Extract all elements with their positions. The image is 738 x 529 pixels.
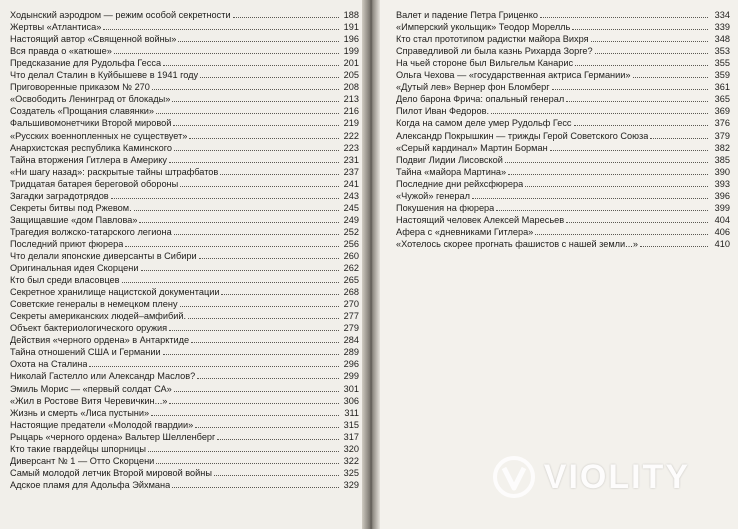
dot-leader	[220, 174, 339, 175]
toc-entry-title: Оригинальная идея Скорцени	[10, 263, 139, 274]
toc-entry-title: «Имперский укольщик» Теодор Морелль	[396, 22, 571, 33]
dot-leader	[525, 186, 708, 187]
toc-entry-title: Подвиг Лидии Лисовской	[396, 154, 503, 165]
toc-entry-title: Последний приют фюрера	[10, 238, 124, 249]
dot-leader	[134, 210, 339, 211]
toc-entry	[396, 154, 730, 166]
toc-entry-page-number: 252	[343, 226, 359, 237]
dot-leader	[139, 222, 339, 223]
toc-entry	[10, 382, 359, 394]
toc-entry-page-number: 404	[714, 214, 730, 225]
dot-leader	[103, 29, 339, 30]
toc-entry	[10, 286, 359, 298]
toc-entry-page-number: 243	[343, 190, 359, 201]
toc-entry-page-number: 213	[343, 94, 359, 105]
dot-leader	[111, 198, 339, 199]
toc-entry-page-number: 396	[714, 190, 730, 201]
toc-entry-page-number: 289	[343, 347, 359, 358]
toc-entry	[10, 81, 359, 93]
toc-entry-page-number: 256	[343, 238, 359, 249]
toc-entry	[10, 190, 359, 202]
toc-entry	[10, 395, 359, 407]
dot-leader	[640, 246, 708, 247]
toc-entry	[10, 370, 359, 382]
toc-entry	[10, 105, 359, 117]
toc-entry	[396, 105, 730, 117]
toc-entry-page-number: 320	[343, 443, 359, 454]
toc-entry	[396, 57, 730, 69]
toc-entry-title: Тайна вторжения Гитлера в Америку	[10, 154, 167, 165]
dot-leader	[572, 29, 708, 30]
toc-entry-title: Действия «черного ордена» в Антарктиде	[10, 335, 190, 346]
toc-entry	[10, 407, 359, 419]
toc-entry	[10, 202, 359, 214]
toc-entry	[10, 21, 359, 33]
toc-entry-title: Справедливой ли была казнь Рихарда Зорге?	[396, 46, 593, 57]
toc-entry-page-number: 406	[714, 226, 730, 237]
toc-entry	[10, 45, 359, 57]
toc-entry-title: Секреты американских людей–амфибий.	[10, 311, 187, 322]
toc-entry-title: Ольга Чехова — «государственная актриса Германии»	[396, 70, 631, 81]
toc-entry	[10, 479, 359, 491]
toc-entry-page-number: 365	[714, 94, 730, 105]
toc-entry-page-number: 223	[343, 142, 359, 153]
toc-entry-page-number: 379	[714, 130, 730, 141]
dot-leader	[141, 270, 340, 271]
toc-entry-title: Жертвы «Атлантиса»	[10, 22, 102, 33]
dot-leader	[508, 174, 708, 175]
toc-entry-title: Охота на Сталина	[10, 359, 88, 370]
dot-leader	[152, 89, 339, 90]
toc-entry-page-number: 353	[714, 46, 730, 57]
dot-leader	[174, 234, 339, 235]
toc-entry	[396, 129, 730, 141]
toc-entry	[396, 226, 730, 238]
toc-entry-page-number: 361	[714, 82, 730, 93]
toc-entry	[396, 202, 730, 214]
toc-entry	[10, 166, 359, 178]
toc-entry-page-number: 270	[343, 299, 359, 310]
book-gutter	[362, 0, 380, 529]
dot-leader	[188, 318, 339, 319]
watermark-text: VIOLITY	[543, 457, 690, 496]
dot-leader	[169, 162, 339, 163]
dot-leader	[180, 306, 339, 307]
toc-entry-page-number: 355	[714, 58, 730, 69]
toc-entry	[396, 166, 730, 178]
dot-leader	[574, 125, 708, 126]
toc-entry-page-number: 265	[343, 275, 359, 286]
dot-leader	[472, 198, 708, 199]
toc-entry-title: Настоящий автор «Священной войны»	[10, 34, 177, 45]
dot-leader	[114, 53, 339, 54]
dot-leader	[491, 113, 708, 114]
toc-entry-page-number: 299	[343, 371, 359, 382]
dot-leader	[217, 439, 339, 440]
toc-entry	[10, 322, 359, 334]
toc-entry-title: Кто стал прототипом радистки майора Вихря	[396, 34, 589, 45]
toc-entry-title: Приговоренные приказом № 270	[10, 82, 150, 93]
toc-entry-title: «Ни шагу назад»: раскрытые тайны штрафбатов	[10, 166, 219, 177]
toc-entry-title: «Жил в Ростове Витя Черевичкин...»	[10, 395, 168, 406]
dot-leader	[180, 186, 339, 187]
toc-entry-page-number: 390	[714, 166, 730, 177]
dot-leader	[173, 125, 339, 126]
toc-entry-page-number: 376	[714, 118, 730, 129]
toc-entry-page-number: 399	[714, 202, 730, 213]
toc-entry-title: Тайна «майора Мартина»	[396, 166, 507, 177]
toc-entry	[10, 346, 359, 358]
toc-entry-page-number: 329	[343, 479, 359, 490]
toc-entry-page-number: 279	[343, 323, 359, 334]
dot-leader	[496, 210, 708, 211]
dot-leader	[172, 101, 339, 102]
toc-entry	[10, 238, 359, 250]
toc-entry-title: Самый молодой летчик Второй мировой войны	[10, 467, 212, 478]
toc-entry-title: Трагедия волжско-татарского легиона	[10, 226, 172, 237]
toc-entry-page-number: 306	[343, 395, 359, 406]
toc-entry	[396, 93, 730, 105]
toc-entry-page-number: 241	[343, 178, 359, 189]
toc-entry	[10, 334, 359, 346]
toc-entry-title: Валет и падение Петра Гриценко	[396, 10, 538, 21]
toc-entry-title: Когда на самом деле умер Рудольф Гесс	[396, 118, 572, 129]
dot-leader	[122, 282, 339, 283]
toc-entry-title: Покушения на фюрера	[396, 202, 495, 213]
toc-entry-page-number: 334	[714, 10, 730, 21]
toc-entry-title: Александр Покрышкин — трижды Герой Советского Союза	[396, 130, 649, 141]
toc-entry-page-number: 245	[343, 202, 359, 213]
toc-entry-title: Кто был среди власовцев	[10, 275, 120, 286]
toc-entry-page-number: 268	[343, 287, 359, 298]
toc-entry	[10, 455, 359, 467]
toc-entry-page-number: 199	[343, 46, 359, 57]
dot-leader	[540, 17, 708, 18]
toc-entry	[396, 33, 730, 45]
toc-entry-title: Фальшивомонетчики Второй мировой	[10, 118, 172, 129]
toc-entry	[10, 298, 359, 310]
toc-entry-page-number: 260	[343, 250, 359, 261]
dot-leader	[169, 403, 339, 404]
dot-leader	[174, 391, 339, 392]
dot-leader	[195, 427, 339, 428]
toc-entry	[10, 154, 359, 166]
toc-entry-title: «Чужой» генерал	[396, 190, 471, 201]
dot-leader	[566, 101, 708, 102]
dot-leader	[191, 342, 339, 343]
toc-entry-title: Загадки заградотрядов	[10, 190, 109, 201]
toc-entry	[396, 238, 730, 250]
toc-entry-page-number: 385	[714, 154, 730, 165]
toc-entry-page-number: 196	[343, 34, 359, 45]
toc-entry-page-number: 410	[714, 238, 730, 249]
dot-leader	[148, 451, 339, 452]
toc-entry-title: Адское пламя для Адольфа Эйхмана	[10, 479, 171, 490]
toc-entry-title: Настоящий человек Алексей Маресьев	[396, 214, 565, 225]
toc-entry-title: Секретное хранилище нацистской документации	[10, 287, 220, 298]
toc-entry-title: «Дутый лев» Вернер фон Бломберг	[396, 82, 550, 93]
dot-leader	[189, 138, 339, 139]
right-page	[368, 0, 738, 529]
dot-leader	[575, 65, 708, 66]
toc-entry	[10, 467, 359, 479]
toc-entry	[10, 178, 359, 190]
dot-leader	[197, 378, 339, 379]
dot-leader	[151, 415, 339, 416]
toc-entry-title: «Хотелось скорее прогнать фашистов с нашей земли...»	[396, 238, 638, 249]
dot-leader	[125, 246, 339, 247]
toc-entry-title: Последние дни рейхсфюрера	[396, 178, 524, 189]
toc-entry-page-number: 231	[343, 154, 359, 165]
dot-leader	[163, 65, 339, 66]
dot-leader	[552, 89, 708, 90]
toc-entry-title: Защищавшие «дом Павлова»	[10, 214, 138, 225]
toc-entry	[10, 129, 359, 141]
toc-entry-title: Диверсант № 1 — Отто Скорцени	[10, 455, 155, 466]
right-toc-list	[396, 9, 730, 250]
toc-entry-page-number: 359	[714, 70, 730, 81]
toc-entry	[10, 419, 359, 431]
toc-entry	[396, 81, 730, 93]
dot-leader	[591, 41, 708, 42]
dot-leader	[595, 53, 708, 54]
toc-entry	[396, 45, 730, 57]
left-toc-list	[10, 9, 359, 491]
toc-entry	[10, 262, 359, 274]
dot-leader	[550, 150, 708, 151]
toc-entry-page-number: 208	[343, 82, 359, 93]
toc-entry-title: Жизнь и смерть «Лиса пустыни»	[10, 407, 150, 418]
toc-entry-page-number: 322	[343, 455, 359, 466]
toc-entry	[10, 93, 359, 105]
dot-leader	[214, 475, 339, 476]
toc-entry-page-number: 188	[343, 10, 359, 21]
toc-entry-page-number: 296	[343, 359, 359, 370]
toc-entry	[10, 358, 359, 370]
toc-entry-page-number: 339	[714, 22, 730, 33]
toc-entry-page-number: 325	[343, 467, 359, 478]
toc-entry	[396, 142, 730, 154]
toc-entry-title: Николай Гастелло или Александр Маслов?	[10, 371, 196, 382]
toc-entry-page-number: 315	[343, 419, 359, 430]
toc-entry	[10, 33, 359, 45]
toc-entry-page-number: 382	[714, 142, 730, 153]
toc-entry-title: Афера с «дневниками Гитлера»	[396, 226, 534, 237]
toc-entry-page-number: 311	[344, 407, 359, 418]
toc-entry-title: Создатель «Прощания славянки»	[10, 106, 155, 117]
toc-entry-title: Пилот Иван Федоров.	[396, 106, 490, 117]
toc-entry-title: Ходынский аэродром — режим особой секретности	[10, 10, 231, 21]
toc-entry-title: Настоящие предатели «Молодой гвардии»	[10, 419, 194, 430]
watermark	[492, 455, 690, 499]
toc-entry-page-number: 219	[343, 118, 359, 129]
toc-entry-title: Секреты битвы под Ржевом.	[10, 202, 132, 213]
dot-leader	[174, 150, 339, 151]
toc-entry	[10, 250, 359, 262]
toc-entry-title: Кто такие гвардейцы шпорницы	[10, 443, 146, 454]
left-page	[0, 0, 368, 529]
toc-entry-page-number: 369	[714, 106, 730, 117]
toc-entry-title: «Русских военнопленных не существует»	[10, 130, 188, 141]
toc-entry-title: Вся правда о «катюше»	[10, 46, 112, 57]
toc-entry-page-number: 191	[343, 22, 359, 33]
toc-entry-title: Предсказание для Рудольфа Гесса	[10, 58, 162, 69]
toc-entry	[10, 117, 359, 129]
toc-entry	[396, 9, 730, 21]
toc-entry-page-number: 262	[343, 263, 359, 274]
dot-leader	[178, 41, 339, 42]
toc-entry-page-number: 393	[714, 178, 730, 189]
dot-leader	[566, 222, 708, 223]
toc-entry	[396, 178, 730, 190]
dot-leader	[156, 113, 339, 114]
toc-entry-page-number: 249	[343, 214, 359, 225]
toc-entry-page-number: 205	[343, 70, 359, 81]
dot-leader	[535, 234, 708, 235]
dot-leader	[633, 77, 708, 78]
dot-leader	[199, 258, 339, 259]
toc-entry-title: Тайна отношений США и Германии	[10, 347, 161, 358]
toc-entry-title: «Серый кардинал» Мартин Борман	[396, 142, 548, 153]
dot-leader	[200, 77, 339, 78]
toc-entry-page-number: 277	[343, 311, 359, 322]
toc-entry-title: Советские генералы в немецком плену	[10, 299, 178, 310]
toc-entry-title: Анархистская республика Каминского	[10, 142, 172, 153]
toc-entry	[396, 214, 730, 226]
dot-leader	[169, 330, 339, 331]
toc-entry-page-number: 348	[714, 34, 730, 45]
toc-entry	[396, 190, 730, 202]
toc-entry-page-number: 216	[343, 106, 359, 117]
toc-entry	[10, 310, 359, 322]
toc-entry-title: Рыцарь «черного ордена» Вальтер Шелленберг	[10, 431, 216, 442]
toc-entry-title: Что делал Сталин в Куйбышеве в 1941 году	[10, 70, 199, 81]
dot-leader	[650, 138, 708, 139]
toc-entry-page-number: 237	[343, 166, 359, 177]
dot-leader	[221, 294, 339, 295]
toc-entry	[10, 142, 359, 154]
dot-leader	[172, 487, 339, 488]
dot-leader	[505, 162, 708, 163]
dot-leader	[89, 366, 339, 367]
toc-entry-title: Дело барона Фрича: опальный генерал	[396, 94, 565, 105]
toc-entry	[396, 69, 730, 81]
dot-leader	[233, 17, 339, 18]
toc-entry-title: Объект бактериологического оружия	[10, 323, 168, 334]
dot-leader	[156, 463, 339, 464]
toc-entry-title: Эмиль Морис — «первый солдат СА»	[10, 383, 172, 394]
toc-entry	[396, 21, 730, 33]
toc-entry	[10, 69, 359, 81]
toc-entry	[10, 214, 359, 226]
violity-logo-icon	[492, 455, 536, 499]
toc-entry	[10, 57, 359, 69]
toc-entry-title: На чьей стороне был Вильгельм Канарис	[396, 58, 574, 69]
toc-entry	[10, 431, 359, 443]
toc-entry-page-number: 301	[343, 383, 359, 394]
toc-entry	[396, 117, 730, 129]
toc-entry	[10, 9, 359, 21]
toc-entry	[10, 443, 359, 455]
toc-entry-title: Тридцатая батарея береговой обороны	[10, 178, 179, 189]
toc-entry-page-number: 222	[343, 130, 359, 141]
toc-entry-page-number: 201	[343, 58, 359, 69]
toc-entry-title: «Освободить Ленинград от блокады»	[10, 94, 171, 105]
toc-entry-page-number: 317	[343, 431, 359, 442]
toc-entry-page-number: 284	[343, 335, 359, 346]
toc-entry	[10, 226, 359, 238]
toc-entry-title: Что делали японские диверсанты в Сибири	[10, 250, 197, 261]
toc-entry	[10, 274, 359, 286]
dot-leader	[163, 354, 339, 355]
